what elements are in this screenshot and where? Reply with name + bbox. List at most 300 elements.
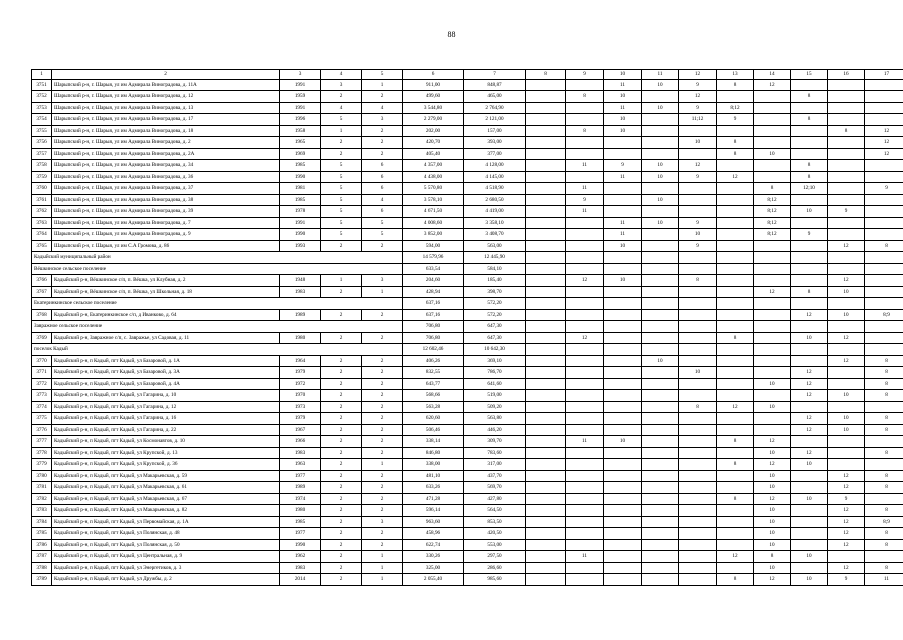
table-cell <box>717 206 754 218</box>
empty-cell <box>754 252 791 264</box>
table-cell: 641,60 <box>464 378 526 390</box>
table-row <box>32 378 903 390</box>
row-number-cell: 3778 <box>32 447 52 459</box>
table-row <box>32 562 903 574</box>
table-cell <box>717 447 754 459</box>
table-cell: 783,60 <box>464 447 526 459</box>
table-cell <box>642 275 679 287</box>
table-cell: 1 <box>362 459 403 471</box>
table-cell: 10 <box>754 470 791 482</box>
subtotal-row <box>32 298 903 310</box>
table-cell: 3 <box>321 79 362 91</box>
empty-cell <box>828 252 865 264</box>
table-cell: 11;12 <box>679 114 717 126</box>
table-cell: 11 <box>865 574 903 586</box>
address-cell: Шарыпский р-н, г. Шарыя, ул им Адмирала Виноградова, д. 34 <box>52 160 280 172</box>
table-cell: 398,70 <box>464 286 526 298</box>
table-cell: 509,20 <box>464 401 526 413</box>
table-cell: 10 <box>754 401 791 413</box>
table-cell: 2 <box>321 470 362 482</box>
table-row <box>32 171 903 183</box>
table-cell <box>828 183 865 195</box>
table-cell <box>604 378 642 390</box>
table-cell: 8;12 <box>754 194 791 206</box>
table-cell <box>717 516 754 528</box>
row-number-cell: 3757 <box>32 148 52 160</box>
table-cell: 8 <box>865 378 903 390</box>
table-cell <box>566 401 604 413</box>
table-cell: 10 <box>604 125 642 137</box>
table-cell: 563,80 <box>464 413 526 425</box>
table-row <box>32 424 903 436</box>
table-cell: 12 <box>791 424 828 436</box>
table-cell <box>604 401 642 413</box>
table-cell <box>865 401 903 413</box>
empty-cell <box>717 252 754 264</box>
table-cell <box>679 355 717 367</box>
table-cell: 6 <box>362 206 403 218</box>
table-cell: 10 <box>828 286 865 298</box>
table-cell: 9 <box>828 206 865 218</box>
table-cell <box>865 91 903 103</box>
subtotal-value: 10 642,30 <box>464 344 526 356</box>
table-cell <box>566 505 604 517</box>
table-cell: 12 <box>828 240 865 252</box>
table-cell: 1990 <box>280 539 321 551</box>
table-cell: 10 <box>828 413 865 425</box>
table-cell <box>604 309 642 321</box>
table-cell: 10 <box>754 539 791 551</box>
table-cell: 622,74 <box>403 539 464 551</box>
empty-cell <box>791 344 828 356</box>
table-cell <box>717 378 754 390</box>
table-cell: 4 <box>362 194 403 206</box>
empty-cell <box>642 298 679 310</box>
table-cell: 204,60 <box>403 275 464 287</box>
table-cell: 5 <box>321 160 362 172</box>
table-cell <box>642 470 679 482</box>
table-cell: 10 <box>604 436 642 448</box>
table-cell: 853,50 <box>464 516 526 528</box>
table-cell <box>642 148 679 160</box>
address-cell: Кадыйский р-н, п Кадый, пгт Кадый, ул Крупской, д. 36 <box>52 459 280 471</box>
empty-cell <box>526 298 566 310</box>
table-cell: 2 <box>362 505 403 517</box>
table-cell: 11 <box>566 206 604 218</box>
empty-cell <box>679 263 717 275</box>
table-cell: 1 <box>321 275 362 287</box>
table-cell: 1 <box>362 574 403 586</box>
table-cell: 1959 <box>280 91 321 103</box>
table-cell: 9 <box>791 229 828 241</box>
table-cell: 4 357,00 <box>403 160 464 172</box>
table-cell <box>754 171 791 183</box>
table-cell <box>828 217 865 229</box>
table-cell: 8 <box>865 505 903 517</box>
table-cell: 10 <box>754 447 791 459</box>
table-cell <box>679 378 717 390</box>
table-row <box>32 528 903 540</box>
empty-cell <box>642 321 679 333</box>
table-cell: 985,60 <box>464 574 526 586</box>
table-cell: 1 <box>362 562 403 574</box>
subtotal-label: Кадыйский муниципальный район <box>32 252 403 264</box>
row-number-cell: 3781 <box>32 482 52 494</box>
table-cell <box>604 482 642 494</box>
table-cell: 465,00 <box>464 91 526 103</box>
table-cell: 1974 <box>280 493 321 505</box>
table-cell <box>717 217 754 229</box>
table-row <box>32 539 903 551</box>
table-cell <box>828 459 865 471</box>
table-cell <box>679 286 717 298</box>
table-cell: 2 <box>321 332 362 344</box>
table-row <box>32 160 903 172</box>
table-cell: 12 <box>791 390 828 402</box>
empty-cell <box>604 321 642 333</box>
table-cell <box>754 355 791 367</box>
table-cell: 2 <box>321 240 362 252</box>
table-cell: 8 <box>791 171 828 183</box>
table-cell <box>526 551 566 563</box>
table-cell: 8;12 <box>754 217 791 229</box>
empty-cell <box>604 263 642 275</box>
table-cell: 12 <box>828 332 865 344</box>
housing-register-table <box>31 69 903 586</box>
table-cell: 1996 <box>280 114 321 126</box>
table-cell: 8 <box>865 562 903 574</box>
table-cell: 706,80 <box>403 332 464 344</box>
empty-cell <box>828 263 865 275</box>
table-cell: 12;10 <box>791 183 828 195</box>
subtotal-row <box>32 344 903 356</box>
table-cell <box>791 355 828 367</box>
table-cell <box>642 206 679 218</box>
table-cell: 5 <box>321 206 362 218</box>
subtotal-value: 572,20 <box>464 298 526 310</box>
table-cell: 10 <box>679 367 717 379</box>
table-cell <box>642 505 679 517</box>
table-cell: 8 <box>754 551 791 563</box>
table-cell: 9 <box>717 114 754 126</box>
table-cell: 2 <box>321 505 362 517</box>
subtotal-value: 647,30 <box>464 321 526 333</box>
table-cell: 2 <box>362 539 403 551</box>
table-cell <box>791 505 828 517</box>
address-cell: Шарыпский р-н, г. Шарыя, ул им Адмирала Виноградова, д. 17 <box>52 114 280 126</box>
table-cell <box>679 183 717 195</box>
table-cell: 338,14 <box>403 436 464 448</box>
empty-cell <box>526 344 566 356</box>
table-cell: 202,00 <box>403 125 464 137</box>
table-cell: 2 <box>362 528 403 540</box>
column-header: 17 <box>865 70 903 80</box>
empty-cell <box>865 263 903 275</box>
table-cell: 1978 <box>280 206 321 218</box>
table-cell <box>604 528 642 540</box>
table-cell: 8 <box>865 355 903 367</box>
table-cell: 553,00 <box>464 539 526 551</box>
table-cell: 1979 <box>280 413 321 425</box>
table-cell <box>566 102 604 114</box>
address-cell: Кадыйский р-н, п Кадый, пгт Кадый, ул Макарьевская, д. 59 <box>52 470 280 482</box>
empty-cell <box>865 298 903 310</box>
table-cell <box>679 551 717 563</box>
row-number-cell: 3756 <box>32 137 52 149</box>
table-cell <box>717 194 754 206</box>
table-cell: 471,28 <box>403 493 464 505</box>
table-cell: 2 <box>362 137 403 149</box>
table-cell <box>791 79 828 91</box>
empty-cell <box>754 263 791 275</box>
address-cell: Кадыйский р-н, Екатеринкинское с/п, д Иванково, д. 64 <box>52 309 280 321</box>
table-cell <box>828 137 865 149</box>
empty-cell <box>642 252 679 264</box>
address-cell: Шарыпский р-н, г. Шарыя, ул им Адмирала Виноградова, д. 7 <box>52 217 280 229</box>
table-cell: 569,70 <box>464 482 526 494</box>
table-cell <box>604 447 642 459</box>
table-cell: 2 <box>321 482 362 494</box>
table-cell <box>717 240 754 252</box>
row-number-cell: 3772 <box>32 378 52 390</box>
table-cell: 2 <box>362 378 403 390</box>
table-cell: 10 <box>828 309 865 321</box>
table-cell: 8 <box>865 424 903 436</box>
table-cell <box>642 574 679 586</box>
table-cell: 10 <box>642 160 679 172</box>
table-cell <box>865 275 903 287</box>
table-row <box>32 367 903 379</box>
table-cell <box>526 91 566 103</box>
table-cell <box>566 378 604 390</box>
table-cell: 1962 <box>280 551 321 563</box>
table-cell: 12 <box>717 171 754 183</box>
address-cell: Шарыпский р-н, г. Шарыя, ул им Адмирала Виноградова, д. 38 <box>52 194 280 206</box>
table-cell: 5 <box>321 171 362 183</box>
address-cell: Кадыйский р-н, п Кадый, пгт Кадый, ул Базаровой, д. 3А <box>52 367 280 379</box>
table-cell: 5 <box>362 229 403 241</box>
table-cell <box>526 332 566 344</box>
table-cell <box>865 206 903 218</box>
table-cell: 2 <box>321 401 362 413</box>
table-cell <box>754 91 791 103</box>
table-cell <box>642 125 679 137</box>
column-header: 9 <box>566 70 604 80</box>
table-cell <box>679 539 717 551</box>
table-row <box>32 401 903 413</box>
row-number-cell: 3765 <box>32 240 52 252</box>
subtotal-label: поселок Кадый <box>32 344 403 356</box>
subtotal-value: 706,80 <box>403 321 464 333</box>
empty-cell <box>526 321 566 333</box>
table-cell: 2 <box>321 562 362 574</box>
table-cell: 12 <box>828 275 865 287</box>
empty-cell <box>717 344 754 356</box>
table-cell: 338,00 <box>403 459 464 471</box>
table-cell <box>791 137 828 149</box>
table-cell <box>604 206 642 218</box>
table-row <box>32 217 903 229</box>
table-cell <box>526 447 566 459</box>
table-cell: 10 <box>679 137 717 149</box>
table-cell <box>642 286 679 298</box>
empty-cell <box>679 344 717 356</box>
table-cell <box>526 378 566 390</box>
empty-cell <box>865 252 903 264</box>
table-cell: 5 <box>362 217 403 229</box>
table-cell: 848,87 <box>464 79 526 91</box>
table-cell <box>679 505 717 517</box>
table-cell: 572,20 <box>464 309 526 321</box>
table-row <box>32 125 903 137</box>
table-cell <box>526 505 566 517</box>
subtotal-value: 633,54 <box>403 263 464 275</box>
row-number-cell: 3754 <box>32 114 52 126</box>
table-cell <box>566 424 604 436</box>
table-cell: 8 <box>865 539 903 551</box>
address-cell: Кадыйский р-н, п Кадый, пгт Кадый, ул Крупской, д. 13 <box>52 447 280 459</box>
table-cell: 519,00 <box>464 390 526 402</box>
table-cell <box>604 286 642 298</box>
table-cell <box>791 516 828 528</box>
table-cell: 2 <box>321 447 362 459</box>
table-cell: 3 408,70 <box>464 229 526 241</box>
address-cell: Кадыйский р-н, п Кадый, пгт Кадый, ул Макарьевская, д. 61 <box>52 482 280 494</box>
empty-cell <box>679 298 717 310</box>
table-cell <box>865 332 903 344</box>
table-cell: 8 <box>566 91 604 103</box>
row-number-cell: 3763 <box>32 217 52 229</box>
table-cell: 9 <box>679 102 717 114</box>
table-cell <box>679 332 717 344</box>
address-cell: Шарыпский р-н, г. Шарыя, ул им Адмирала Виноградова, д. 2А <box>52 148 280 160</box>
table-cell: 1991 <box>280 79 321 91</box>
table-cell <box>566 528 604 540</box>
table-cell: 12 <box>754 79 791 91</box>
table-cell <box>604 493 642 505</box>
table-cell: 1 <box>362 79 403 91</box>
table-cell <box>754 275 791 287</box>
table-cell <box>828 160 865 172</box>
table-cell <box>791 275 828 287</box>
table-cell: 5 <box>321 229 362 241</box>
table-cell: 446,20 <box>464 424 526 436</box>
table-cell: 563,00 <box>464 240 526 252</box>
table-cell <box>604 470 642 482</box>
empty-cell <box>604 344 642 356</box>
table-cell <box>566 470 604 482</box>
table-cell: 8;9 <box>865 516 903 528</box>
table-cell <box>791 482 828 494</box>
empty-cell <box>604 252 642 264</box>
table-cell: 10 <box>791 332 828 344</box>
table-cell: 568,66 <box>403 390 464 402</box>
address-cell: Кадыйский р-н, п Кадый, пгт Кадый, ул Полянская, д. 48 <box>52 528 280 540</box>
table-cell: 10 <box>604 114 642 126</box>
table-cell <box>791 148 828 160</box>
table-cell <box>828 447 865 459</box>
table-row <box>32 240 903 252</box>
table-cell: 10 <box>679 229 717 241</box>
table-cell <box>791 102 828 114</box>
table-row <box>32 91 903 103</box>
table-cell: 2 <box>362 367 403 379</box>
table-cell: 8 <box>865 528 903 540</box>
table-cell: 9 <box>566 194 604 206</box>
table-cell: 428,94 <box>403 286 464 298</box>
table-cell: 1985 <box>280 160 321 172</box>
table-cell: 10 <box>828 390 865 402</box>
table-cell: 1990 <box>280 171 321 183</box>
table-cell <box>526 183 566 195</box>
table-cell <box>828 367 865 379</box>
table-cell: 1991 <box>280 102 321 114</box>
table-cell <box>717 125 754 137</box>
table-cell: 420,50 <box>464 528 526 540</box>
table-cell: 9 <box>679 217 717 229</box>
table-cell: 3 <box>362 275 403 287</box>
row-number-cell: 3767 <box>32 286 52 298</box>
address-cell: Шарыпский р-н, г. Шарыя, ул им Адмирала Виноградова, д. 12 <box>52 91 280 103</box>
table-cell <box>566 459 604 471</box>
table-cell: 12 <box>828 505 865 517</box>
table-cell: 563,28 <box>403 401 464 413</box>
empty-cell <box>717 321 754 333</box>
table-cell <box>604 459 642 471</box>
table-cell: 8 <box>679 275 717 287</box>
address-cell: Кадыйский р-н, Вёшкинское с/п, п. Вёшка, ул Клубная, д. 2 <box>52 275 280 287</box>
table-cell <box>754 367 791 379</box>
table-cell: 9 <box>679 171 717 183</box>
table-cell: 2 <box>362 91 403 103</box>
table-cell: 2 <box>362 482 403 494</box>
table-cell <box>717 275 754 287</box>
table-cell: 1966 <box>280 436 321 448</box>
table-cell: 157,00 <box>464 125 526 137</box>
table-cell: 1983 <box>280 286 321 298</box>
table-row <box>32 275 903 287</box>
table-cell: 4 671,50 <box>403 206 464 218</box>
table-cell <box>566 413 604 425</box>
table-cell <box>526 206 566 218</box>
empty-cell <box>604 298 642 310</box>
table-cell <box>526 516 566 528</box>
table-cell: 2 <box>362 401 403 413</box>
table-cell: 12 <box>754 459 791 471</box>
table-cell <box>642 447 679 459</box>
table-cell: 1991 <box>280 217 321 229</box>
subtotal-value: 637,16 <box>403 298 464 310</box>
table-cell <box>526 275 566 287</box>
table-cell <box>526 367 566 379</box>
table-cell: 11 <box>566 551 604 563</box>
table-cell: 11 <box>566 160 604 172</box>
table-cell <box>679 148 717 160</box>
table-cell <box>679 493 717 505</box>
table-cell: 12 <box>754 436 791 448</box>
table-cell <box>717 470 754 482</box>
table-cell: 10 <box>604 91 642 103</box>
table-cell: 9 <box>865 183 903 195</box>
table-cell: 11 <box>604 171 642 183</box>
table-cell: 1963 <box>280 459 321 471</box>
table-cell <box>679 459 717 471</box>
table-cell: 2 <box>362 413 403 425</box>
table-cell <box>865 194 903 206</box>
subtotal-row <box>32 263 903 275</box>
table-cell <box>791 528 828 540</box>
column-header: 6 <box>403 70 464 80</box>
